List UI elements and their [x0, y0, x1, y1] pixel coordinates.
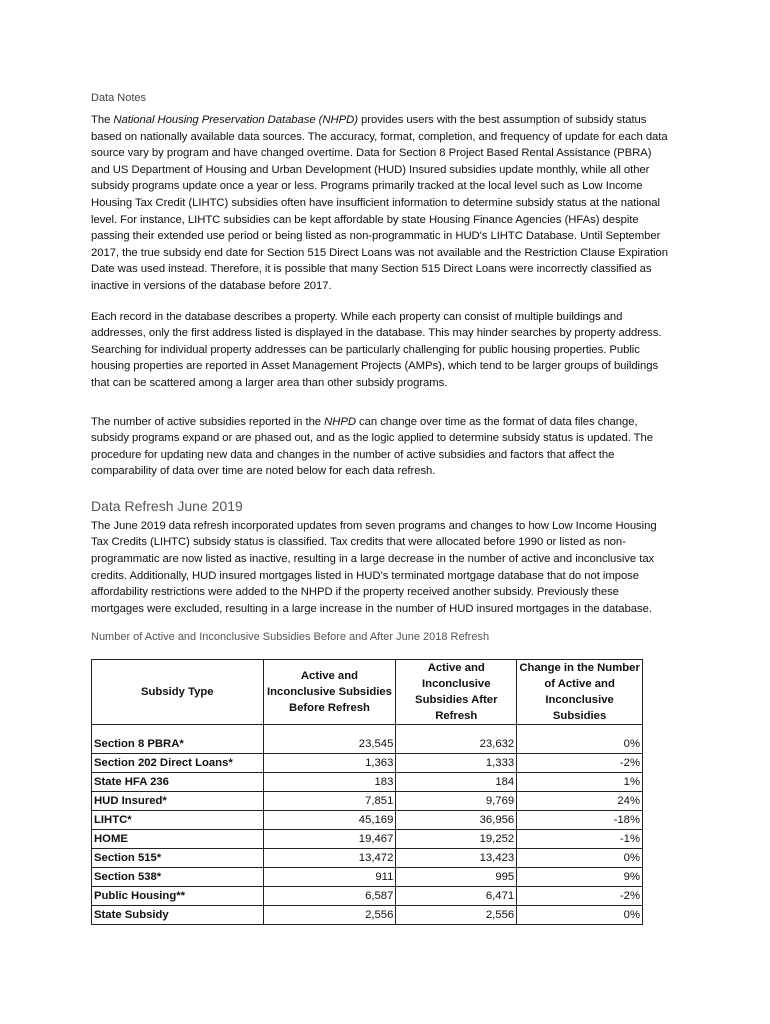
row-after: 9,769 — [396, 792, 517, 811]
header-change: Change in the Number of Active and Inconclusive Subsidies — [517, 660, 643, 725]
row-after: 2,556 — [396, 906, 517, 925]
row-after: 1,333 — [396, 754, 517, 773]
row-after: 23,632 — [396, 725, 517, 754]
nhpd-title: National Housing Preservation Database (NHPD) — [113, 114, 358, 126]
row-before: 183 — [263, 773, 396, 792]
row-subsidy-type: LIHTC* — [92, 811, 264, 830]
row-change: 24% — [517, 792, 643, 811]
row-after: 995 — [396, 868, 517, 887]
table-row — [92, 792, 643, 811]
row-subsidy-type: HOME — [92, 830, 264, 849]
row-before: 1,363 — [263, 754, 396, 773]
notes-paragraph-2: Each record in the database describes a property. While each property can consist of multiple buildings and addresses, only the first address listed is displayed in the database. This may hinder searches by property address. Searching for individual property addresses can be particularly challenging for public housing properties. Public housing properties are reported in Asset Management Projects (AMPs), which tend to be larger groups of buildings that can be scattered among a larger area than other subsidy programs. — [91, 310, 662, 389]
table-row — [92, 868, 643, 887]
row-subsidy-type: Section 515* — [92, 849, 264, 868]
header-subsidy-type: Subsidy Type — [92, 660, 264, 725]
row-change: -18% — [517, 811, 643, 830]
row-after: 6,471 — [396, 887, 517, 906]
table-row — [92, 754, 643, 773]
row-after: 184 — [396, 773, 517, 792]
row-after: 36,956 — [396, 811, 517, 830]
table-caption: Number of Active and Inconclusive Subsidies Before and After June 2018 Refresh — [91, 631, 490, 644]
row-change: 0% — [517, 725, 643, 754]
table-row — [92, 773, 643, 792]
row-change: 0% — [517, 906, 643, 925]
p3-rest: can change over time as the format of data files change, subsidy programs expand or are phased out, and as the logic applied to determine subsidy status is updated. The procedure for updating new data and changes in the number of active subsidies and factors that affect the comparability of data over time are noted below for each data refresh. — [91, 415, 653, 478]
table-row — [92, 811, 643, 830]
row-subsidy-type: Section 538* — [92, 868, 264, 887]
subsidy-table — [91, 659, 643, 925]
refresh-paragraph: The June 2019 data refresh incorporated updates from seven programs and changes to how Low Income Housing Tax Credits (LIHTC) subsidy status is classified. Tax credits that were allocated before 1990 or listed as non-programmatic are now listed as inactive, resulting in a large decrease in the number of active and inconclusive tax credits. Additionally, HUD insured mortgages listed in HUD’s terminated mortgage database that do not impose affordability restrictions were added to the NHPD if the property received another subsidy. Previously these mortgages were excluded, resulting in a large increase in the number of HUD insured mortgages in the database. — [91, 519, 657, 615]
row-change: 9% — [517, 868, 643, 887]
table-header-row — [92, 660, 643, 725]
table-row — [92, 849, 643, 868]
row-before: 13,472 — [263, 849, 396, 868]
row-before: 7,851 — [263, 792, 396, 811]
row-change: -2% — [517, 754, 643, 773]
row-change: -1% — [517, 830, 643, 849]
row-change: 1% — [517, 773, 643, 792]
row-after: 19,252 — [396, 830, 517, 849]
p3-intro: The number of active subsidies reported in the — [91, 415, 325, 428]
row-before: 2,556 — [263, 906, 396, 925]
row-subsidy-type: State HFA 236 — [92, 773, 264, 792]
row-subsidy-type: Section 8 PBRA* — [92, 725, 264, 754]
row-subsidy-type: HUD Insured* — [92, 792, 264, 811]
data-notes-heading: Data Notes — [91, 92, 147, 104]
row-before: 19,467 — [263, 830, 396, 849]
row-subsidy-type: Section 202 Direct Loans* — [92, 754, 264, 773]
table-row — [92, 725, 643, 754]
row-subsidy-type: Public Housing** — [92, 887, 264, 906]
p1-intro: The — [91, 114, 114, 126]
table-row — [92, 906, 643, 925]
header-before-refresh: Active and Inconclusive Subsidies Before Refresh — [263, 660, 396, 725]
row-change: -2% — [517, 887, 643, 906]
header-after-refresh: Active and Inconclusive Subsidies After Refresh — [396, 660, 517, 725]
nhpd-abbrev: NHPD — [324, 415, 356, 428]
table-row — [92, 887, 643, 906]
row-before: 45,169 — [263, 811, 396, 830]
notes-paragraph-1 — [91, 112, 671, 295]
row-before: 23,545 — [263, 725, 396, 754]
p1-rest: provides users with the best assumption of subsidy status based on nationally available data sources. The accuracy, format, completion, and frequency of update for each data source vary by program and have changed overtime. Data for Section 8 Project Based Rental Assistance (PBRA) and US Department of Housing and Urban Development (HUD) Insured subsidies update monthly, while all other subsidy programs update once a year or less. Programs primarily tracked at the local level such as Low Income Housing Tax Credit (LIHTC) subsidies often have insufficient information to determine subsidy status at the national level. For instance, LIHTC subsidies can be kept affordable by state Housing Finance Agencies (HFAs) despite passing their extended use period or being listed as non-programmatic in HUD's LIHTC Database. Until September 2017, the true subsidy end date for Section 515 Direct Loans was not available and the Restriction Clause Expiration Date was used instead. Therefore, it is possible that many Section 515 Direct Loans were incorrectly classified as inactive in versions of the database before 2017. — [91, 114, 668, 292]
row-before: 6,587 — [263, 887, 396, 906]
notes-paragraph-3 — [91, 414, 671, 480]
data-refresh-heading: Data Refresh June 2019 — [91, 497, 243, 514]
row-after: 13,423 — [396, 849, 517, 868]
row-subsidy-type: State Subsidy — [92, 906, 264, 925]
table-row — [92, 830, 643, 849]
row-change: 0% — [517, 849, 643, 868]
document-page — [91, 92, 671, 925]
row-before: 911 — [263, 868, 396, 887]
